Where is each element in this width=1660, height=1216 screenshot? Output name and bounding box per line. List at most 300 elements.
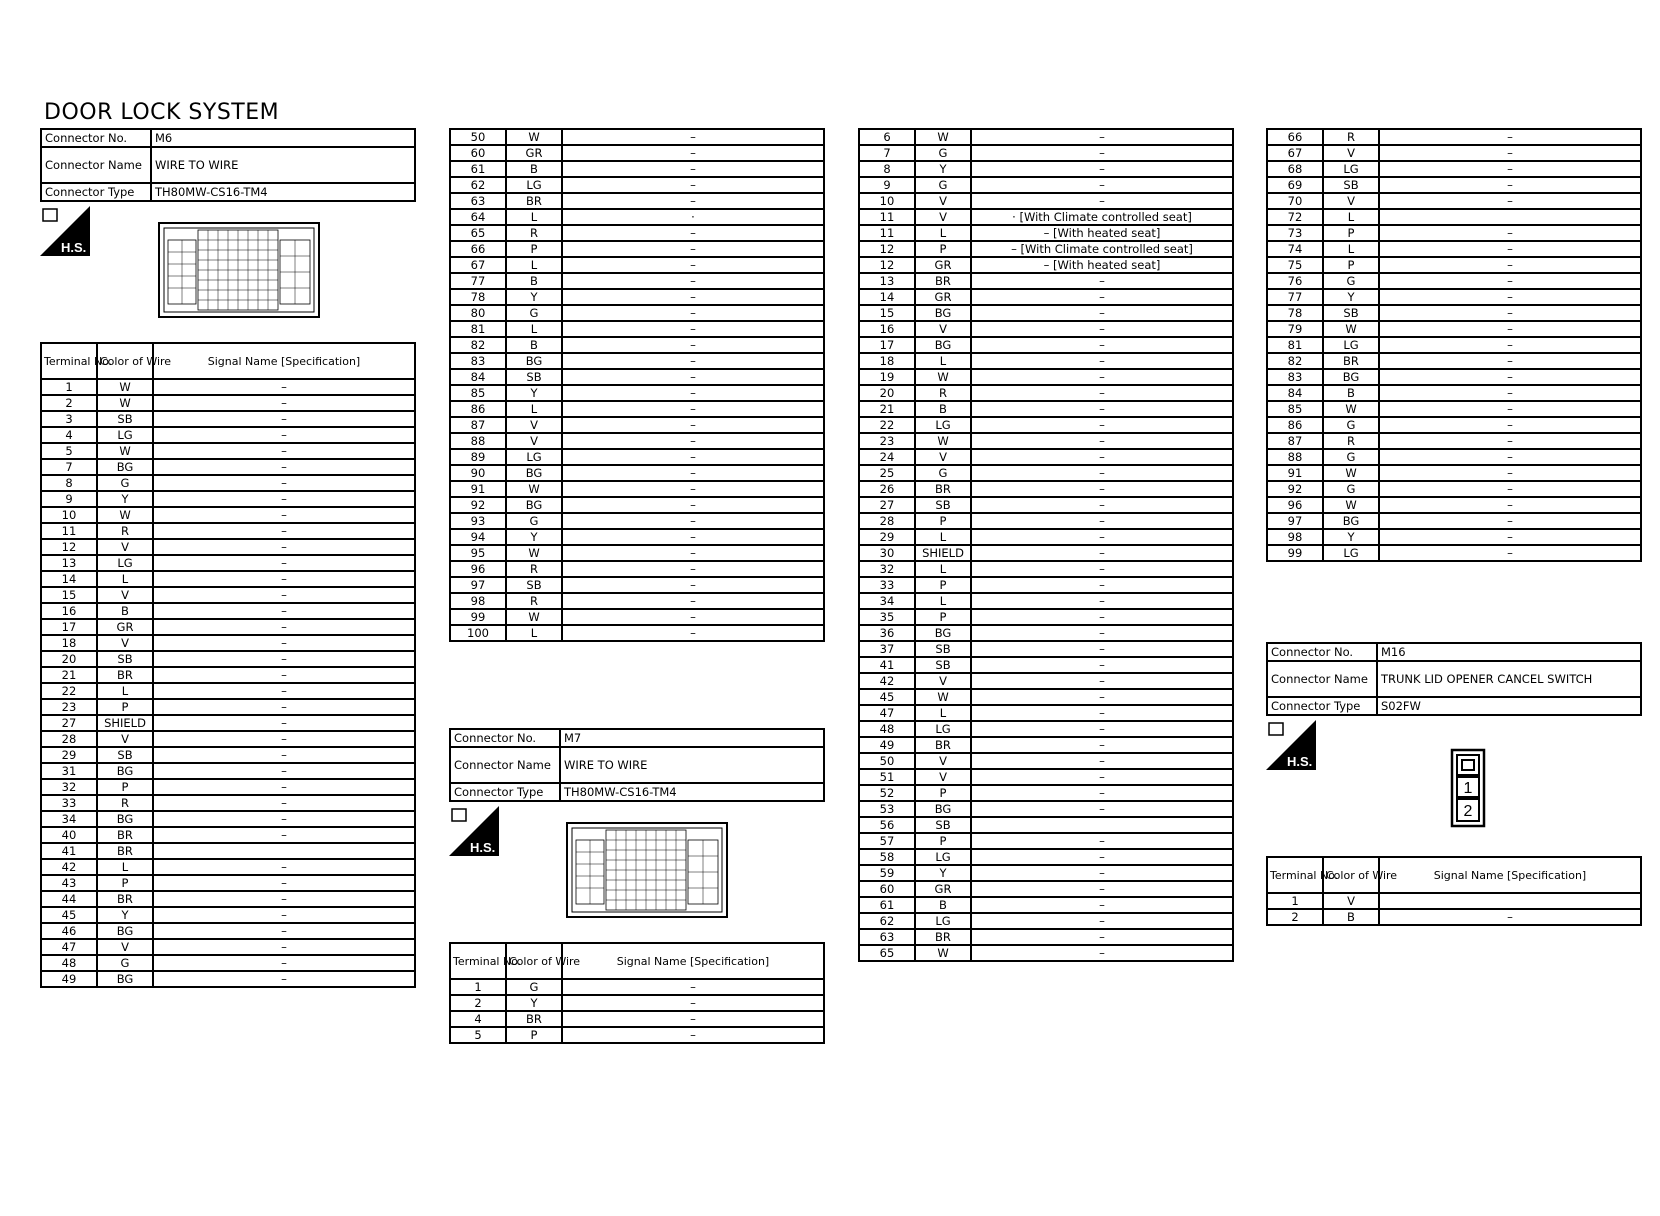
table-row: [859, 369, 1233, 385]
signal-name-cell: –: [1379, 497, 1641, 513]
wire-color-cell: G: [506, 513, 562, 529]
wire-color-cell: R: [97, 523, 153, 539]
terminal-no-cell: 53: [859, 801, 915, 817]
signal-name-cell: –: [1379, 909, 1641, 925]
wire-color-cell: Y: [1323, 289, 1379, 305]
wire-color-cell: SB: [506, 577, 562, 593]
terminal-no-cell: 50: [859, 753, 915, 769]
wire-color-cell: SB: [1323, 305, 1379, 321]
wire-color-cell: P: [506, 241, 562, 257]
table-row: [859, 513, 1233, 529]
signal-name-cell: –: [971, 897, 1233, 913]
wire-color-cell: W: [506, 481, 562, 497]
wire-color-cell: V: [1323, 893, 1379, 909]
terminal-no-cell: 89: [450, 449, 506, 465]
terminal-no-cell: 20: [859, 385, 915, 401]
signal-name-cell: –: [971, 577, 1233, 593]
terminal-no-cell: 79: [1267, 321, 1323, 337]
signal-name-cell: –: [153, 379, 415, 395]
m7-cont-table: [858, 128, 1234, 962]
signal-name-cell: –: [1379, 529, 1641, 545]
m16-column: [1266, 642, 1642, 716]
wire-color-cell: SB: [915, 641, 971, 657]
table-row: [41, 715, 415, 731]
table-row: [859, 673, 1233, 689]
table-row: [450, 193, 824, 209]
wire-color-cell: V: [97, 939, 153, 955]
signal-name-cell: –: [971, 737, 1233, 753]
table-row: [859, 145, 1233, 161]
table-row: [1267, 129, 1641, 145]
wire-color-cell: P: [97, 875, 153, 891]
signal-name-cell: –: [562, 369, 824, 385]
wire-color-cell: W: [506, 129, 562, 145]
table-row: [450, 449, 824, 465]
table-row: [859, 449, 1233, 465]
table-row: [1267, 273, 1641, 289]
terminal-no-cell: 88: [450, 433, 506, 449]
signal-name-cell: –: [1379, 513, 1641, 529]
wire-color-cell: Y: [915, 865, 971, 881]
wire-color-cell: W: [506, 545, 562, 561]
wire-color-cell: W: [97, 443, 153, 459]
wire-color-cell: P: [915, 609, 971, 625]
table-row: [450, 1027, 824, 1043]
table-row: [450, 145, 824, 161]
table-row: [1267, 497, 1641, 513]
m16-connector-no: M16: [1377, 643, 1641, 661]
table-row: [450, 337, 824, 353]
signal-name-cell: –: [1379, 145, 1641, 161]
terminal-no-cell: 56: [859, 817, 915, 833]
terminal-no-cell: 100: [450, 625, 506, 641]
wire-color-cell: R: [915, 385, 971, 401]
terminal-no-cell: 33: [41, 795, 97, 811]
wire-color-cell: SB: [97, 747, 153, 763]
table-row: [859, 865, 1233, 881]
wire-color-cell: V: [97, 731, 153, 747]
table-row: [450, 561, 824, 577]
m16-info-table: [1266, 642, 1642, 716]
terminal-no-cell: 46: [41, 923, 97, 939]
m6-terminal-table: [40, 342, 416, 988]
terminal-no-cell: 90: [450, 465, 506, 481]
table-row: [1267, 337, 1641, 353]
terminal-no-cell: 75: [1267, 257, 1323, 273]
signal-name-cell: –: [971, 769, 1233, 785]
table-row: [41, 731, 415, 747]
wire-color-cell: P: [915, 241, 971, 257]
signal-name-cell: –: [562, 353, 824, 369]
table-row: [859, 577, 1233, 593]
wire-color-cell: G: [1323, 481, 1379, 497]
wire-color-cell: L: [915, 529, 971, 545]
wire-color-cell: B: [915, 401, 971, 417]
table-row: [450, 257, 824, 273]
wire-color-cell: SB: [915, 657, 971, 673]
wire-color-cell: R: [506, 225, 562, 241]
wire-color-cell: B: [1323, 909, 1379, 925]
connector-no-label: Connector No.: [41, 129, 151, 147]
wire-color-cell: BG: [97, 923, 153, 939]
terminal-no-cell: 23: [41, 699, 97, 715]
wire-color-cell: W: [97, 395, 153, 411]
wire-color-cell: G: [506, 979, 562, 995]
terminal-no-cell: 48: [859, 721, 915, 737]
terminal-no-cell: 26: [859, 481, 915, 497]
signal-name-cell: –: [562, 1027, 824, 1043]
table-row: [1267, 161, 1641, 177]
terminal-no-cell: 17: [41, 619, 97, 635]
terminal-no-cell: 31: [41, 763, 97, 779]
terminal-no-cell: 69: [1267, 177, 1323, 193]
signal-name-cell: –: [1379, 321, 1641, 337]
connector-type-label: Connector Type: [450, 783, 560, 801]
wire-color-cell: BG: [915, 305, 971, 321]
table-row: [859, 817, 1233, 833]
signal-name-cell: –: [1379, 241, 1641, 257]
wire-color-cell: SHIELD: [915, 545, 971, 561]
signal-name-cell: –: [153, 971, 415, 987]
terminal-no-cell: 11: [41, 523, 97, 539]
wire-color-cell: GR: [915, 257, 971, 273]
terminal-no-cell: 77: [450, 273, 506, 289]
terminal-no-cell: 97: [1267, 513, 1323, 529]
table-row: [859, 609, 1233, 625]
wire-color-cell: W: [915, 129, 971, 145]
terminal-no-cell: 73: [1267, 225, 1323, 241]
terminal-no-cell: 67: [450, 257, 506, 273]
table-row: [1267, 289, 1641, 305]
signal-name-cell: –: [971, 465, 1233, 481]
table-row: [41, 939, 415, 955]
terminal-no-cell: 78: [450, 289, 506, 305]
wire-color-cell: Y: [506, 289, 562, 305]
wire-color-cell: L: [1323, 209, 1379, 225]
signal-name-cell: –: [971, 833, 1233, 849]
signal-name-cell: –: [562, 529, 824, 545]
wire-color-cell: L: [97, 683, 153, 699]
m16-pin-1: 1: [1463, 780, 1473, 797]
wire-color-cell: B: [506, 273, 562, 289]
wire-color-cell: W: [97, 379, 153, 395]
table-row: [41, 507, 415, 523]
signal-name-cell: –: [971, 561, 1233, 577]
table-row: [1267, 353, 1641, 369]
m7-terminal-table: [449, 942, 825, 1044]
table-row: [450, 995, 824, 1011]
m16-rows: [1267, 893, 1641, 925]
table-row: [859, 753, 1233, 769]
terminal-no-cell: 62: [859, 913, 915, 929]
wire-color-cell: BG: [97, 811, 153, 827]
terminal-no-cell: 47: [859, 705, 915, 721]
terminal-no-cell: 64: [450, 209, 506, 225]
signal-name-cell: –: [971, 657, 1233, 673]
signal-name-cell: –: [971, 801, 1233, 817]
wire-color-cell: P: [1323, 257, 1379, 273]
terminal-no-cell: 59: [859, 865, 915, 881]
table-row: [41, 971, 415, 987]
m6-column: [40, 128, 416, 202]
signal-name-cell: –: [971, 273, 1233, 289]
terminal-no-cell: 37: [859, 641, 915, 657]
table-row: [859, 337, 1233, 353]
wire-color-cell: BG: [97, 971, 153, 987]
wire-color-cell: Y: [915, 161, 971, 177]
terminal-no-cell: 20: [41, 651, 97, 667]
terminal-no-cell: 97: [450, 577, 506, 593]
wire-color-cell: L: [97, 571, 153, 587]
terminal-no-cell: 14: [41, 571, 97, 587]
terminal-no-cell: 12: [41, 539, 97, 555]
signal-name-cell: –: [153, 875, 415, 891]
table-row: [450, 161, 824, 177]
signal-name-cell: –: [971, 849, 1233, 865]
signal-name-cell: –: [1379, 353, 1641, 369]
signal-name-cell: –: [971, 449, 1233, 465]
m6-connector-type: TH80MW-CS16-TM4: [151, 183, 415, 201]
wire-color-cell: BR: [915, 273, 971, 289]
signal-name-cell: –: [971, 161, 1233, 177]
signal-name-cell: –: [153, 539, 415, 555]
table-row: [41, 747, 415, 763]
wire-color-cell: B: [97, 603, 153, 619]
signal-name-cell: –: [153, 955, 415, 971]
terminal-no-cell: 99: [450, 609, 506, 625]
table-row: [450, 513, 824, 529]
signal-name-cell: –: [153, 731, 415, 747]
table-row: [41, 539, 415, 555]
table-row: [41, 395, 415, 411]
signal-name-cell: –: [153, 571, 415, 587]
hs-badge-icon: [1266, 720, 1316, 770]
terminal-no-cell: 51: [859, 769, 915, 785]
color-of-wire-header: Color of Wire: [506, 943, 562, 979]
m7-cont2-table: [1266, 128, 1642, 562]
table-row: [859, 897, 1233, 913]
m7-connector-diagram: [566, 822, 728, 922]
terminal-no-cell: 23: [859, 433, 915, 449]
wire-color-cell: W: [1323, 497, 1379, 513]
signal-name-cell: –: [153, 555, 415, 571]
table-row: [859, 849, 1233, 865]
signal-name-cell: –: [971, 145, 1233, 161]
wire-color-cell: V: [915, 673, 971, 689]
signal-name-cell: –: [971, 481, 1233, 497]
wire-color-cell: V: [915, 753, 971, 769]
terminal-no-cell: 34: [41, 811, 97, 827]
table-row: [450, 225, 824, 241]
wire-color-cell: W: [506, 609, 562, 625]
hs-badge-icon: [40, 206, 90, 256]
table-row: [1267, 513, 1641, 529]
wire-color-cell: P: [915, 785, 971, 801]
wire-color-cell: LG: [1323, 161, 1379, 177]
wire-color-cell: LG: [915, 721, 971, 737]
signal-name-cell: –: [153, 699, 415, 715]
wire-color-cell: Y: [1323, 529, 1379, 545]
wire-color-cell: P: [915, 513, 971, 529]
terminal-no-cell: 28: [41, 731, 97, 747]
terminal-no-cell: 2: [450, 995, 506, 1011]
table-row: [859, 689, 1233, 705]
table-row: [450, 1011, 824, 1027]
table-row: [41, 619, 415, 635]
terminal-no-cell: 13: [859, 273, 915, 289]
table-row: [859, 273, 1233, 289]
table-row: [450, 609, 824, 625]
terminal-no-cell: 60: [859, 881, 915, 897]
wire-color-cell: BG: [1323, 369, 1379, 385]
terminal-no-cell: 2: [1267, 909, 1323, 925]
signal-name-cell: –: [971, 753, 1233, 769]
connector-type-label: Connector Type: [41, 183, 151, 201]
signal-name-cell: –: [153, 747, 415, 763]
terminal-no-header: Terminal No.: [450, 943, 506, 979]
table-row: [859, 161, 1233, 177]
terminal-no-cell: 50: [450, 129, 506, 145]
signal-name-cell: –: [153, 891, 415, 907]
connector-name-label: Connector Name: [450, 747, 560, 783]
signal-name-cell: –: [1379, 433, 1641, 449]
wire-color-cell: SB: [97, 411, 153, 427]
wire-color-cell: L: [915, 225, 971, 241]
signal-name-cell: –: [971, 401, 1233, 417]
connector-name-label: Connector Name: [1267, 661, 1377, 697]
signal-name-cell: –: [562, 401, 824, 417]
m16-pin-2: 2: [1463, 803, 1473, 820]
table-row: [450, 577, 824, 593]
signal-name-cell: –: [153, 651, 415, 667]
table-row: [1267, 449, 1641, 465]
signal-name-cell: –: [153, 635, 415, 651]
terminal-no-cell: 33: [859, 577, 915, 593]
wire-color-cell: P: [97, 699, 153, 715]
signal-name-cell: –: [971, 289, 1233, 305]
terminal-no-cell: 2: [41, 395, 97, 411]
signal-name-cell: –: [1379, 289, 1641, 305]
wire-color-cell: SHIELD: [97, 715, 153, 731]
wire-color-cell: W: [915, 689, 971, 705]
terminal-no-cell: 83: [1267, 369, 1323, 385]
signal-name-cell: –: [562, 497, 824, 513]
table-row: [859, 593, 1233, 609]
table-row: [859, 801, 1233, 817]
terminal-no-cell: 16: [859, 321, 915, 337]
table-row: [859, 177, 1233, 193]
connector-type-label: Connector Type: [1267, 697, 1377, 715]
table-row: [450, 433, 824, 449]
table-row: [1267, 369, 1641, 385]
wire-color-cell: L: [506, 625, 562, 641]
table-row: [41, 635, 415, 651]
signal-name-cell: – [With heated seat]: [971, 225, 1233, 241]
terminal-no-cell: 13: [41, 555, 97, 571]
signal-name-cell: –: [1379, 337, 1641, 353]
table-row: [450, 417, 824, 433]
signal-name-cell: –: [1379, 401, 1641, 417]
table-row: [859, 657, 1233, 673]
table-row: [450, 529, 824, 545]
signal-name-cell: –: [971, 497, 1233, 513]
signal-name-cell: –: [153, 923, 415, 939]
signal-name-cell: –: [971, 913, 1233, 929]
wire-color-cell: R: [1323, 433, 1379, 449]
wire-color-cell: L: [915, 705, 971, 721]
wire-color-cell: SB: [1323, 177, 1379, 193]
wire-color-cell: G: [97, 955, 153, 971]
signal-name-cell: –: [153, 907, 415, 923]
wire-color-cell: BR: [915, 929, 971, 945]
signal-name-cell: –: [971, 337, 1233, 353]
wire-color-cell: LG: [97, 427, 153, 443]
wire-color-cell: L: [506, 209, 562, 225]
signal-name-cell: –: [562, 289, 824, 305]
wire-color-cell: V: [1323, 145, 1379, 161]
terminal-no-cell: 7: [41, 459, 97, 475]
signal-name-cell: –: [971, 529, 1233, 545]
wire-color-cell: L: [915, 561, 971, 577]
table-row: [41, 795, 415, 811]
signal-name-cell: –: [971, 641, 1233, 657]
terminal-no-cell: 45: [859, 689, 915, 705]
signal-name-cell: –: [153, 507, 415, 523]
terminal-no-cell: 82: [450, 337, 506, 353]
terminal-no-cell: 96: [1267, 497, 1323, 513]
signal-name-cell: –: [971, 545, 1233, 561]
terminal-no-cell: 30: [859, 545, 915, 561]
wire-color-cell: Y: [506, 385, 562, 401]
signal-name-cell: –: [971, 625, 1233, 641]
table-row: [1267, 257, 1641, 273]
signal-name-cell: –: [153, 587, 415, 603]
signal-name-cell: –: [971, 593, 1233, 609]
wire-color-cell: V: [915, 449, 971, 465]
signal-name-cell: –: [562, 417, 824, 433]
terminal-no-cell: 8: [41, 475, 97, 491]
table-row: [859, 785, 1233, 801]
wire-color-cell: R: [506, 593, 562, 609]
signal-name-cell: –: [562, 145, 824, 161]
signal-name-cell: –: [971, 705, 1233, 721]
signal-name-cell: –: [153, 811, 415, 827]
terminal-no-cell: 72: [1267, 209, 1323, 225]
table-row: [859, 497, 1233, 513]
terminal-no-cell: 35: [859, 609, 915, 625]
table-row: [859, 561, 1233, 577]
terminal-no-cell: 15: [859, 305, 915, 321]
terminal-no-cell: 12: [859, 257, 915, 273]
terminal-no-cell: 41: [859, 657, 915, 673]
signal-name-cell: –: [562, 465, 824, 481]
signal-name-cell: –: [971, 865, 1233, 881]
terminal-no-cell: 98: [1267, 529, 1323, 545]
wire-color-cell: W: [915, 369, 971, 385]
terminal-no-cell: 43: [41, 875, 97, 891]
wire-color-cell: LG: [1323, 545, 1379, 561]
wire-color-cell: L: [506, 401, 562, 417]
signal-name-cell: – [With heated seat]: [971, 257, 1233, 273]
terminal-no-cell: 57: [859, 833, 915, 849]
signal-name-header: Signal Name [Specification]: [153, 343, 415, 379]
wire-color-cell: G: [506, 305, 562, 321]
signal-name-cell: –: [562, 449, 824, 465]
wire-color-cell: V: [915, 321, 971, 337]
color-of-wire-header: Color of Wire: [1323, 857, 1379, 893]
signal-name-cell: –: [153, 603, 415, 619]
wire-color-cell: P: [97, 779, 153, 795]
